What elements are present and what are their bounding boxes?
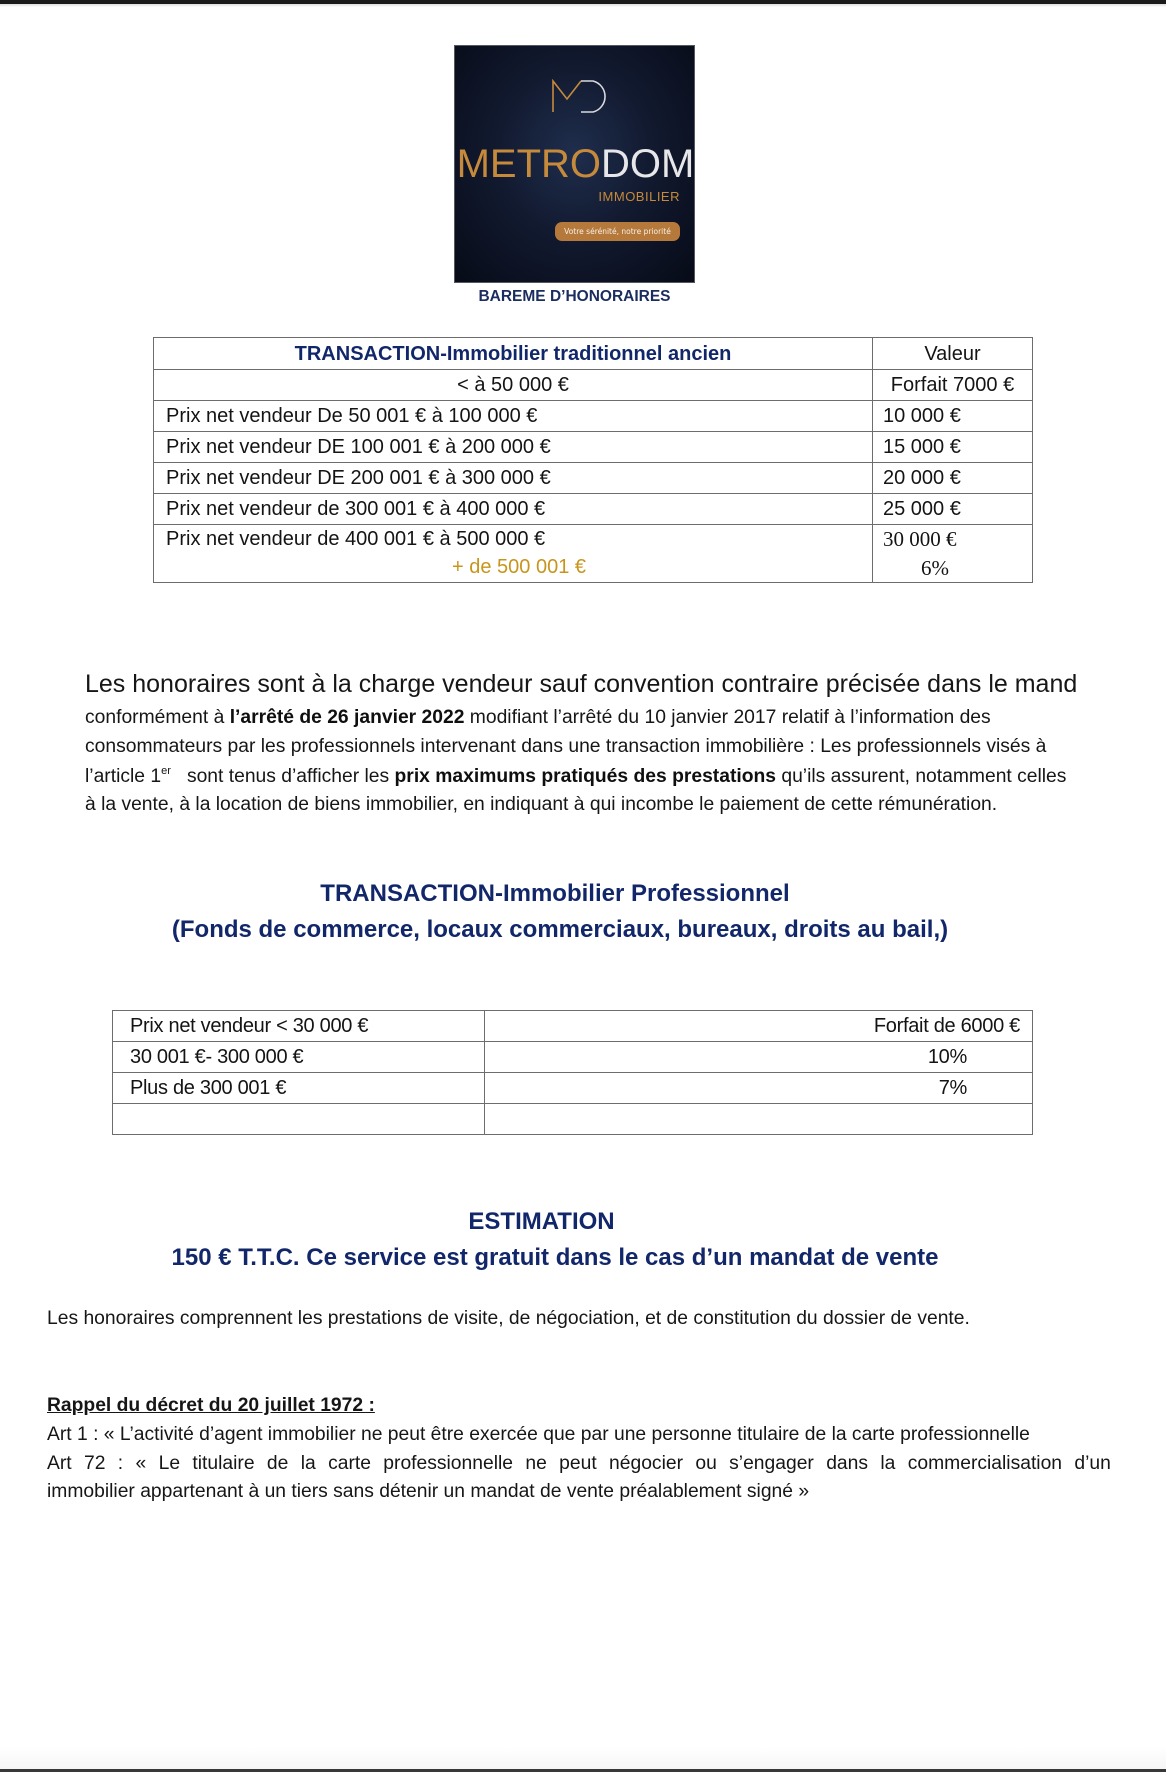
logo-tagline: Votre sérénité, notre priorité — [555, 222, 680, 241]
price-range-cell: Plus de 300 001 € — [113, 1073, 485, 1104]
fee-cell: 7% — [485, 1073, 1033, 1104]
logo-subtitle: IMMOBILIER — [598, 189, 680, 204]
charge-notice-line: l’article 1er sont tenus d’afficher les prix maximums pratiqués des prestations qu’ils assurent, notamment celles — [85, 765, 1067, 787]
table-row — [154, 494, 1033, 525]
charge-notice-headline: Les honoraires sont à la charge vendeur sauf convention contraire précisée dans le mand — [85, 670, 1078, 698]
page-title: BAREME D’HONORAIRES — [478, 288, 671, 305]
table-header-row — [154, 338, 1033, 370]
fees-inclusions-text: Les honoraires comprennent les prestations de visite, de négociation, et de constitution du dossier de vente. — [47, 1308, 970, 1329]
table-row-empty — [113, 1104, 1033, 1135]
md-monogram-icon — [551, 79, 607, 113]
estimation-detail: 150 € T.T.C. Ce service est gratuit dans le cas d’un mandat de vente — [171, 1244, 939, 1271]
fee-cell: 30 000 € 6% — [873, 525, 1033, 583]
table-row — [154, 370, 1033, 401]
price-range-cell: 30 001 €- 300 000 € — [113, 1042, 485, 1073]
empty-cell — [113, 1104, 485, 1135]
professional-section-title: TRANSACTION-Immobilier Professionnel — [320, 880, 790, 907]
table-row — [154, 401, 1033, 432]
price-range-highlight: + de 500 001 € — [451, 556, 586, 578]
metrodom-logo — [454, 45, 695, 283]
fee-cell: 25 000 € — [873, 494, 1033, 525]
decree-title: Rappel du décret du 20 juillet 1972 : — [47, 1395, 375, 1416]
table-row — [154, 463, 1033, 494]
charge-notice-line: consommateurs par les professionnels intervenant dans une transaction immobilière : Les professionnels visés à — [85, 736, 1047, 757]
table-row — [113, 1042, 1033, 1073]
traditional-fees-table — [153, 337, 1033, 583]
table-header-category: TRANSACTION-Immobilier traditionnel ancien — [154, 338, 873, 370]
estimation-title: ESTIMATION — [468, 1208, 615, 1235]
fee-cell: 10% — [485, 1042, 1033, 1073]
charge-notice-line: à la vente, à la location de biens immobilier, en indiquant à qui incombe le paiement de cette rémunération. — [85, 794, 998, 815]
professional-section-subtitle: (Fonds de commerce, locaux commerciaux, bureaux, droits au bail,) — [171, 916, 949, 943]
decree-article-72-continued: immobilier appartenant à un tiers sans détenir un mandat de vente préalablement signé » — [47, 1481, 810, 1502]
fee-cell: 15 000 € — [873, 432, 1033, 463]
decree-article-1: Art 1 : « L’activité d’agent immobilier ne peut être exercée que par une personne titulaire de la carte professionnelle — [47, 1424, 1030, 1445]
price-range-cell: Prix net vendeur De 50 001 € à 100 000 € — [154, 401, 873, 432]
price-range-cell: Prix net vendeur de 400 001 € à 500 000 € + de 500 001 € — [154, 525, 873, 583]
percentage-fee: 6% — [921, 556, 949, 580]
table-header-value: Valeur — [873, 338, 1033, 370]
table-row — [154, 432, 1033, 463]
professional-fees-table — [112, 1010, 1033, 1135]
table-row — [113, 1073, 1033, 1104]
fee-cell: Forfait de 6000 € — [485, 1011, 1033, 1042]
price-range-cell: Prix net vendeur de 300 001 € à 400 000 € — [154, 494, 873, 525]
charge-notice-line: conformément à l’arrêté de 26 janvier 2022 modifiant l’arrêté du 10 janvier 2017 relatif à l’information des — [85, 707, 991, 728]
table-row — [113, 1011, 1033, 1042]
fee-cell: 10 000 € — [873, 401, 1033, 432]
price-range-cell: < à 50 000 € — [154, 370, 873, 401]
table-row — [154, 525, 1033, 583]
fee-cell: Forfait 7000 € — [873, 370, 1033, 401]
price-range-cell: Prix net vendeur DE 100 001 € à 200 000 € — [154, 432, 873, 463]
decree-article-72: Art 72 : « Le titulaire de la carte professionnelle ne peut négocier ou s’engager dans la commercialisation d’un — [47, 1453, 1111, 1474]
bottom-edge-shadow — [0, 1747, 1166, 1769]
top-edge-shadow — [0, 4, 1166, 7]
fee-cell: 20 000 € — [873, 463, 1033, 494]
empty-cell — [485, 1104, 1033, 1135]
logo-brand-name: METRODOM — [456, 142, 695, 186]
price-range-cell: Prix net vendeur DE 200 001 € à 300 000 € — [154, 463, 873, 494]
price-range-cell: Prix net vendeur < 30 000 € — [113, 1011, 485, 1042]
